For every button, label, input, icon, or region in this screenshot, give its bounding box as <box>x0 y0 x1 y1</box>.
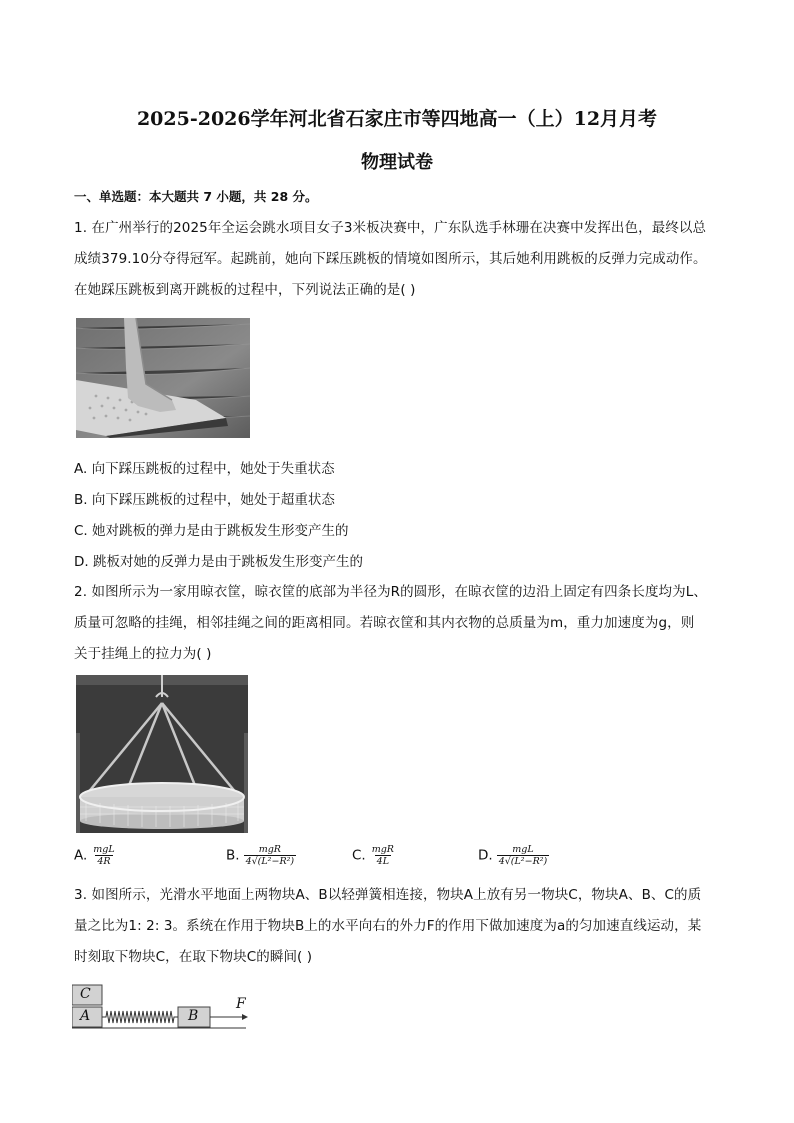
q2-option-a-numerator: mgL <box>93 844 115 855</box>
q2-option-a-label: A. <box>74 847 88 864</box>
spring-blocks-diagram <box>72 984 262 1030</box>
q2-option-a-denominator: 4R <box>97 856 111 867</box>
q2-option-b-denominator: 4√(L²−R²) <box>245 856 295 867</box>
q2-option-a <box>74 844 117 867</box>
q2-option-d-numerator: mgL <box>512 844 534 855</box>
q2-line-3: 关于挂绳上的拉力为( ) <box>74 646 212 662</box>
diving-board-photo <box>76 318 250 438</box>
q2-option-c-denominator: 4L <box>376 856 390 867</box>
q1-option-c: C. 她对跳板的弹力是由于跳板发生形变产生的 <box>74 523 349 539</box>
q2-option-c <box>352 844 396 867</box>
drying-basket-photo <box>76 675 248 833</box>
q2-option-b <box>226 844 296 867</box>
block-c-label: C <box>80 986 91 1002</box>
exam-title: 2025-2026学年河北省石家庄市等四地高一（上）12月月考 <box>136 108 658 130</box>
q1-option-b: B. 向下踩压跳板的过程中，她处于超重状态 <box>74 492 335 508</box>
q2-option-c-numerator: mgR <box>371 844 394 855</box>
block-b-label: B <box>188 1008 199 1024</box>
q2-option-b-numerator: mgR <box>258 844 281 855</box>
q2-option-b-label: B. <box>226 847 240 864</box>
q2-option-c-label: C. <box>352 847 366 864</box>
q1-line-3: 在她踩压跳板到离开跳板的过程中，下列说法正确的是( ) <box>74 282 416 298</box>
q1-line-2: 成绩379.10分夺得冠军。起跳前，她向下踩压跳板的情境如图所示，其后她利用跳板的反弹力完成动作。 <box>74 251 707 267</box>
q1-option-a: A. 向下踩压跳板的过程中，她处于失重状态 <box>74 461 335 477</box>
q2-option-d-denominator: 4√(L²−R²) <box>498 856 548 867</box>
q1-option-d: D. 跳板对她的反弹力是由于跳板发生形变产生的 <box>74 554 363 570</box>
q2-line-2: 质量可忽略的挂绳，相邻挂绳之间的距离相同。若晾衣筐和其内衣物的总质量为m，重力加速度为g，则 <box>74 615 695 631</box>
q3-line-1: 3. 如图所示，光滑水平地面上两物块A、B以轻弹簧相连接，物块A上放有另一物块C，物块A、B、C的质 <box>74 887 702 903</box>
q2-option-d <box>478 844 549 867</box>
q1-line-1: 1. 在广州举行的2025年全运会跳水项目女子3米板决赛中，广东队选手林珊在决赛中发挥出色，最终以总 <box>74 220 707 236</box>
exam-subtitle: 物理试卷 <box>361 152 433 173</box>
q2-option-d-label: D. <box>478 847 493 864</box>
block-a-label: A <box>80 1008 91 1024</box>
q3-line-3: 时刻取下物块C，在取下物块C的瞬间( ) <box>74 949 313 965</box>
q3-line-2: 量之比为1: 2: 3。系统在作用于物块B上的水平向右的外力F的作用下做加速度为a的匀加速直线运动，某 <box>74 918 702 934</box>
force-f-label: F <box>236 996 246 1012</box>
section-heading: 一、单选题：本大题共 7 小题，共 28 分。 <box>74 189 318 204</box>
q2-line-1: 2. 如图所示为一家用晾衣筐，晾衣筐的底部为半径为R的圆形，在晾衣筐的边沿上固定有四条长度均为L、 <box>74 584 707 600</box>
